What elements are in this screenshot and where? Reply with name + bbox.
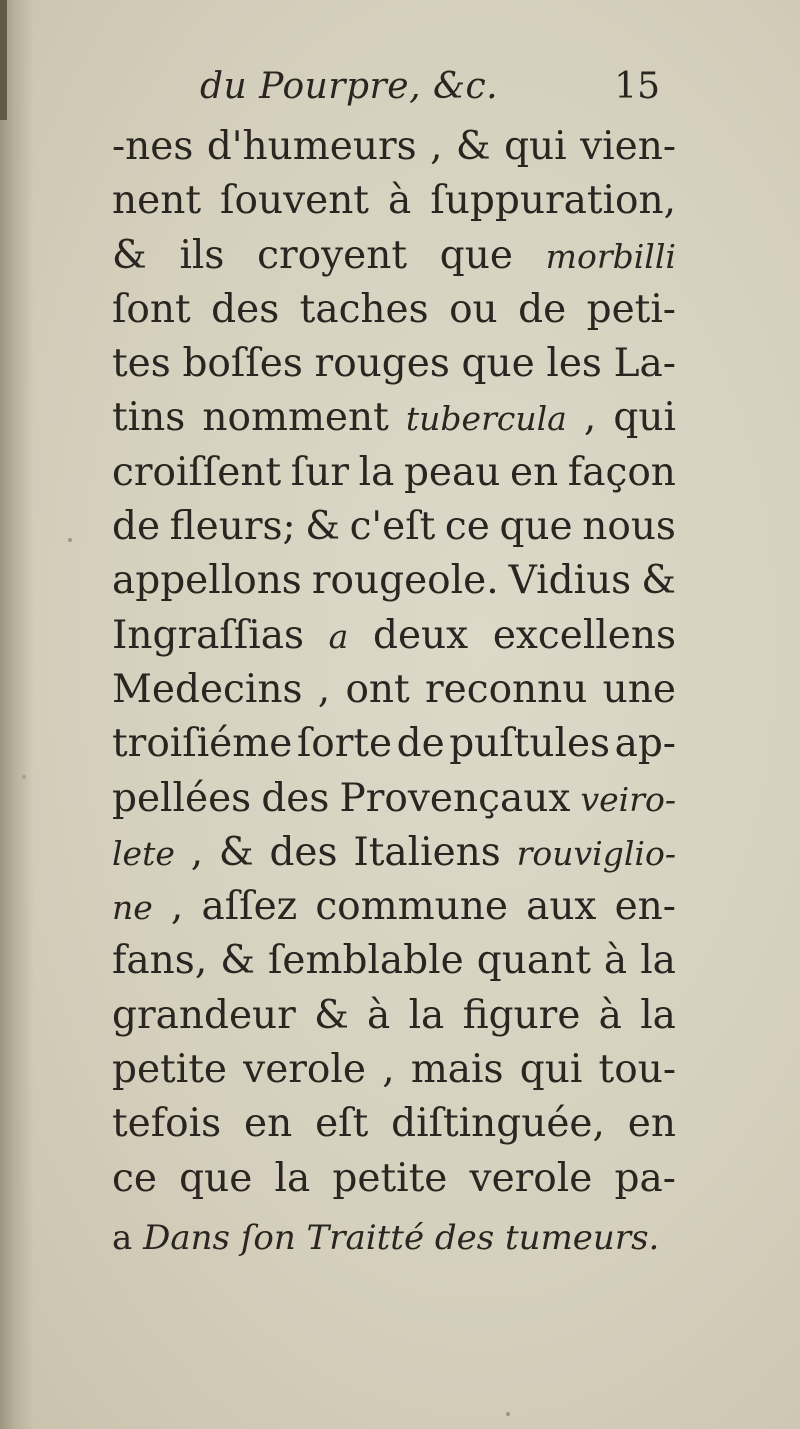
word: eſt — [315, 1101, 369, 1147]
word: en — [244, 1101, 293, 1147]
word: les — [546, 341, 602, 387]
word: nomment — [202, 395, 389, 441]
word: a — [328, 616, 349, 656]
word: verole — [469, 1155, 593, 1201]
text-line — [112, 500, 676, 554]
word: pa- — [614, 1155, 676, 1201]
word: Medecins — [112, 666, 303, 712]
word: que — [439, 232, 513, 278]
text-line — [112, 174, 676, 228]
footnote — [112, 1218, 659, 1258]
word: pellées — [112, 775, 252, 821]
word: peti- — [586, 286, 676, 332]
word: en — [627, 1101, 676, 1147]
word: rougeole. — [311, 558, 499, 604]
word: de — [112, 504, 161, 550]
word: tou- — [598, 1047, 676, 1093]
word: que — [499, 504, 573, 550]
word: boſſes — [182, 341, 303, 387]
word: croiſſent — [112, 449, 282, 495]
word: ap- — [614, 721, 676, 767]
word: qui — [613, 395, 676, 441]
word: rouviglio- — [516, 833, 676, 873]
word: ce — [112, 1155, 157, 1201]
word: ſorte — [296, 721, 393, 767]
word: la — [640, 938, 676, 984]
paper-speck — [506, 1412, 510, 1416]
word: en — [509, 449, 559, 495]
word: reconnu — [425, 666, 588, 712]
word: & — [455, 124, 491, 169]
text-line — [112, 1152, 676, 1206]
text-line — [112, 717, 676, 771]
word: ont — [345, 666, 410, 712]
word: verole — [243, 1047, 366, 1093]
word: Vidius — [508, 558, 632, 604]
word: que — [461, 341, 535, 387]
word: en- — [614, 884, 676, 930]
footnote-marker: a — [112, 1218, 133, 1258]
text-line — [112, 120, 676, 174]
page-header — [200, 66, 660, 116]
word: , — [317, 666, 331, 712]
word: figure — [462, 992, 581, 1038]
word: troiſiéme — [112, 721, 293, 767]
word: tubercula — [405, 399, 567, 439]
text-line — [112, 391, 676, 445]
word: -nes — [112, 124, 194, 169]
text-line — [112, 283, 676, 337]
word: qui — [519, 1047, 583, 1093]
word: des — [211, 286, 280, 332]
word: , — [190, 829, 204, 875]
word: aſſez — [201, 884, 298, 930]
word: des — [261, 775, 330, 821]
word: que — [179, 1155, 253, 1201]
text-line — [112, 1043, 676, 1097]
word: nent — [112, 178, 201, 224]
word: , — [170, 884, 184, 930]
word: peau — [403, 449, 501, 495]
word: fans, — [112, 938, 208, 984]
word: qui — [504, 124, 567, 169]
word: commune — [315, 884, 508, 930]
text-line — [112, 609, 676, 663]
text-line — [112, 989, 676, 1043]
word: , — [430, 124, 443, 169]
word: excellens — [492, 612, 676, 658]
word: ou — [449, 286, 498, 332]
word: tins — [112, 395, 186, 441]
text-line — [112, 826, 676, 880]
word: deux — [373, 612, 469, 658]
running-title: du Pourpre, &c. — [200, 66, 499, 107]
word: quant — [476, 938, 591, 984]
word: tes — [112, 341, 171, 387]
word: c'eſt — [349, 504, 436, 550]
word: & — [641, 558, 676, 604]
word: à — [367, 992, 391, 1038]
page-number: 15 — [614, 66, 660, 107]
word: rouges — [314, 341, 450, 387]
word: de — [518, 286, 567, 332]
page-gutter-shadow — [0, 0, 34, 1429]
word: grandeur — [112, 992, 296, 1038]
word: fleurs; — [169, 504, 296, 550]
word: & — [305, 504, 340, 550]
word: taches — [299, 286, 429, 332]
word: Provençaux — [339, 775, 571, 821]
text-line — [112, 554, 676, 608]
word: morbilli — [545, 236, 676, 276]
word: Italiens — [353, 829, 501, 875]
word: ſont — [112, 286, 191, 332]
word: ſuppuration, — [430, 178, 676, 224]
word: des — [269, 829, 338, 875]
word: La- — [613, 341, 676, 387]
word: la — [274, 1155, 311, 1201]
word: , — [382, 1047, 395, 1093]
text-line — [112, 337, 676, 391]
word: puſtules — [449, 721, 611, 767]
paper-speck — [68, 538, 72, 542]
word: d'humeurs — [206, 124, 417, 169]
text-line — [112, 1097, 676, 1151]
word: petite — [332, 1155, 448, 1201]
word: mais — [410, 1047, 504, 1093]
paper-speck — [22, 775, 26, 779]
word: ils — [179, 232, 225, 278]
word: ne — [112, 888, 153, 928]
footnote-text: Dans ſon Traitté des tumeurs. — [143, 1218, 660, 1258]
word: ſemblable — [268, 938, 464, 984]
body-text — [112, 120, 676, 1206]
word: veiro- — [580, 779, 676, 819]
word: à — [603, 938, 628, 984]
word: la — [358, 449, 395, 495]
text-line — [112, 663, 676, 717]
word: à — [598, 992, 622, 1038]
word: & — [220, 938, 255, 984]
word: diſtinguée, — [391, 1101, 605, 1147]
word: croyent — [257, 232, 408, 278]
word: une — [602, 666, 676, 712]
word: façon — [567, 449, 676, 495]
word: à — [388, 178, 412, 224]
word: de — [396, 721, 445, 767]
word: vien- — [580, 124, 676, 169]
word: appellons — [112, 558, 302, 604]
text-line — [112, 229, 676, 283]
text-line — [112, 772, 676, 826]
text-line — [112, 934, 676, 988]
word: tefois — [112, 1101, 222, 1147]
word: petite — [112, 1047, 227, 1093]
word: la — [640, 992, 676, 1038]
word: nous — [582, 504, 676, 550]
word: ce — [444, 504, 490, 550]
word: lete — [112, 833, 175, 873]
word: Ingraſſias — [112, 612, 304, 658]
word: , — [583, 395, 597, 441]
word: & — [218, 829, 254, 875]
word: & — [112, 232, 147, 278]
text-line — [112, 446, 676, 500]
binding-edge-mark — [0, 0, 7, 120]
word: la — [408, 992, 445, 1038]
word: aux — [526, 884, 597, 930]
word: ſouvent — [220, 178, 369, 224]
word: & — [314, 992, 349, 1038]
word: ſur — [290, 449, 349, 495]
text-line — [112, 880, 676, 934]
